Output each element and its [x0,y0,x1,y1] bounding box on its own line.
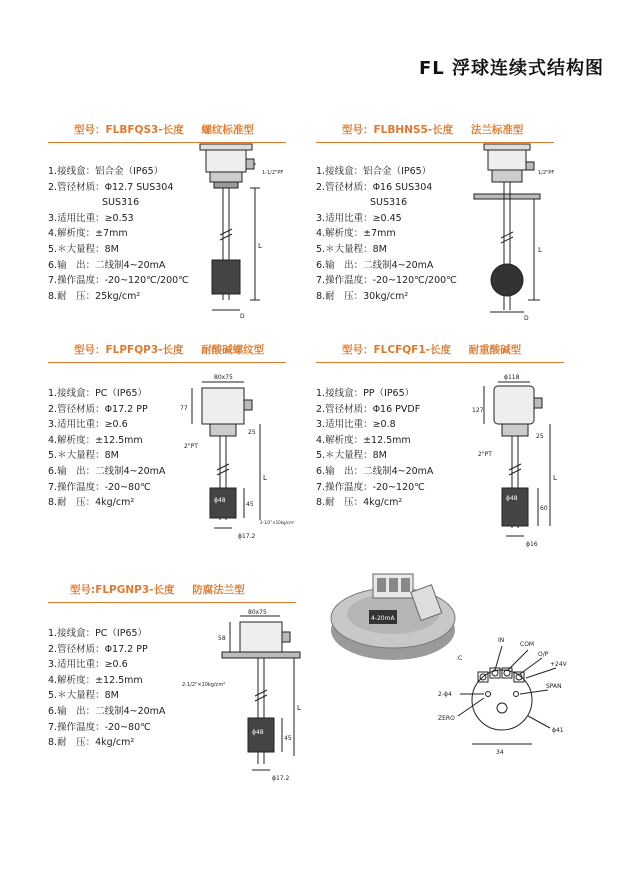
label-left: :C [456,655,463,662]
spec-list-flpfqp3 [48,386,165,511]
model-label: 型号:FLPGNP3-长度 [70,584,175,596]
spec-item: 8.耐 压：4kg/cm² [48,497,135,509]
spec-item: 6.输 出：二线制4~20mA [48,259,166,271]
box-dim-label: 80x75 [248,609,267,616]
label-diameter: ϕ41 [552,727,564,734]
length-label: L [263,474,267,482]
spec-item: 1.接线盒：PC（IP65） [48,628,148,639]
ball-label: ϕ48 [506,495,518,502]
spec-item: 4.解析度：±12.5mm [48,674,143,686]
thread-label: 2"PT [478,451,492,458]
ball-label: D [524,315,529,320]
model-label: 型号：FLBFQS3-长度 [74,124,184,136]
spec-item: 1.接线盒：PP（IP65） [316,388,415,399]
spec-item: 7.操作温度：-20~120℃/200℃ [48,275,189,287]
length-label: L [297,704,301,712]
label-zero: ZERO [438,715,455,722]
ball-label: ϕ48 [214,497,226,504]
section-header-flpfqp3 [48,342,286,363]
spec-item: 7.操作温度：-20~120℃ [316,481,425,493]
diagram-flpfqp3 [180,370,310,545]
type-label: 耐酸碱螺纹型 [201,344,265,356]
model-label: 型号：FLBHNS5-长度 [342,124,454,136]
type-label: 螺纹标准型 [201,124,254,136]
diagram-flcfqf1 [472,370,582,550]
height2-label: 25 [536,433,544,440]
spec-item: 5.＊大量程：8M [316,450,387,462]
diagram-flbhns5 [462,140,582,320]
label-24v: +24V [550,661,567,668]
type-label: 防腐法兰型 [192,584,245,596]
spec-item: 3.适用比重：≥0.8 [316,419,396,431]
spec-item: 7.操作温度：-20~80℃ [48,721,151,733]
spec-item: 4.解析度：±12.5mm [316,434,411,446]
spec-list-flcfqf1 [316,386,433,511]
spec-item: 6.输 出：二线制4~20mA [316,259,434,271]
spec-item: 4.解析度：±7mm [48,228,128,240]
spec-item: 4.解析度：±12.5mm [48,434,143,446]
spec-item: 2.管径材质：Φ12.7 SUS304 [48,181,174,193]
spec-item: 8.耐 压：4kg/cm² [316,497,403,509]
thread-label: 2"PT [184,443,198,450]
spec-item: 1.接线盒：铝合金（IP65） [316,166,432,177]
diagram-flpgnp3 [182,606,312,786]
spec-item: 1.接线盒：铝合金（IP65） [48,166,164,177]
pipe-label: ϕ17.2 [238,533,256,540]
pipe-label: ϕ17.2 [272,775,290,782]
label-op: O/P [538,651,549,658]
label-holes: 2-ϕ4 [438,691,452,698]
spec-item: 5.＊大量程：8M [48,690,119,702]
model-label: 型号：FLCFQF1-长度 [342,344,452,356]
type-label: 法兰标准型 [470,124,524,136]
spec-item: 2.管径材质：Φ16 PVDF [316,403,421,415]
spec-item: 6.输 出：二线制4~20mA [48,705,166,717]
spec-list-flpgnp3 [48,626,165,751]
spec-item: 6.输 出：二线制4~20mA [316,465,434,477]
photo-label: 4-20mA [371,615,395,622]
spec-item: 3.适用比重：≥0.6 [48,419,128,431]
height-label: 58 [218,635,226,642]
page-title: FL 浮球连续式结构图 [418,58,604,79]
spec-item: 2.管径材质：Φ16 SUS304 [316,181,433,193]
diagram-flbfqs3 [190,140,300,320]
label-in: IN [498,637,505,644]
spec-item: 3.适用比重：≥0.45 [316,212,402,224]
type-label: 耐重酸碱型 [468,344,522,356]
thread-label: 1-1/2"PF [262,170,284,176]
label-span: SPAN [546,683,562,690]
pipe-label: ϕ16 [526,541,538,548]
thread-label: 1/2"PF [538,170,555,176]
ball-height-label: 45 [284,735,292,742]
height-label: 127 [472,407,484,414]
terminal-diagram [438,632,598,757]
spec-item: 8.耐 压：25kg/cm² [48,290,141,302]
spec-list-flbhns5 [316,164,457,304]
spec-item: SUS316 [370,197,408,209]
spec-item: 7.操作温度：-20~80℃ [48,481,151,493]
ball-height-label: 45 [246,501,254,508]
spec-item: 8.耐 压：30kg/cm² [316,290,409,302]
spec-item: 2.管径材质：Φ17.2 PP [48,403,148,415]
spec-item: 4.解析度：±7mm [316,228,396,240]
model-label: 型号：FLPFQP3-长度 [74,344,184,356]
spec-item: 8.耐 压：4kg/cm² [48,737,135,749]
length-label: L [258,242,262,250]
spec-item: SUS316 [102,197,140,209]
section-header-flcfqf1 [316,342,564,363]
spec-item: 5.＊大量程：8M [48,243,119,255]
note-label: 2-1/2"×10kg/cm² [260,520,295,525]
height2-label: 25 [248,429,256,436]
spec-item: 5.＊大量程：8M [316,243,387,255]
spec-list-flbfqs3 [48,164,189,304]
spec-item: 7.操作温度：-20~120℃/200℃ [316,275,457,287]
length-label: L [538,246,542,254]
spec-item: 1.接线盒：PC（IP65） [48,388,148,399]
box-dim-label: 80x75 [214,374,233,381]
spec-item: 5.＊大量程：8M [48,450,119,462]
spec-item: 2.管径材质：Φ17.2 PP [48,643,148,655]
length-label: L [553,474,557,482]
spec-item: 6.输 出：二线制4~20mA [48,465,166,477]
label-width: 34 [496,749,504,756]
label-com: COM [520,641,535,648]
flange-label: 2-1/2"×10kg/cm² [182,682,226,688]
ball-height-label: 60 [540,505,548,512]
spec-item: 3.适用比重：≥0.6 [48,659,128,671]
ball-label: ϕ48 [252,729,264,736]
section-header-flpgnp3 [48,582,296,603]
spec-item: 3.适用比重：≥0.53 [48,212,134,224]
ball-label: D [240,313,245,320]
height-label: 77 [180,405,188,412]
box-dim-label: ϕ118 [504,374,520,381]
